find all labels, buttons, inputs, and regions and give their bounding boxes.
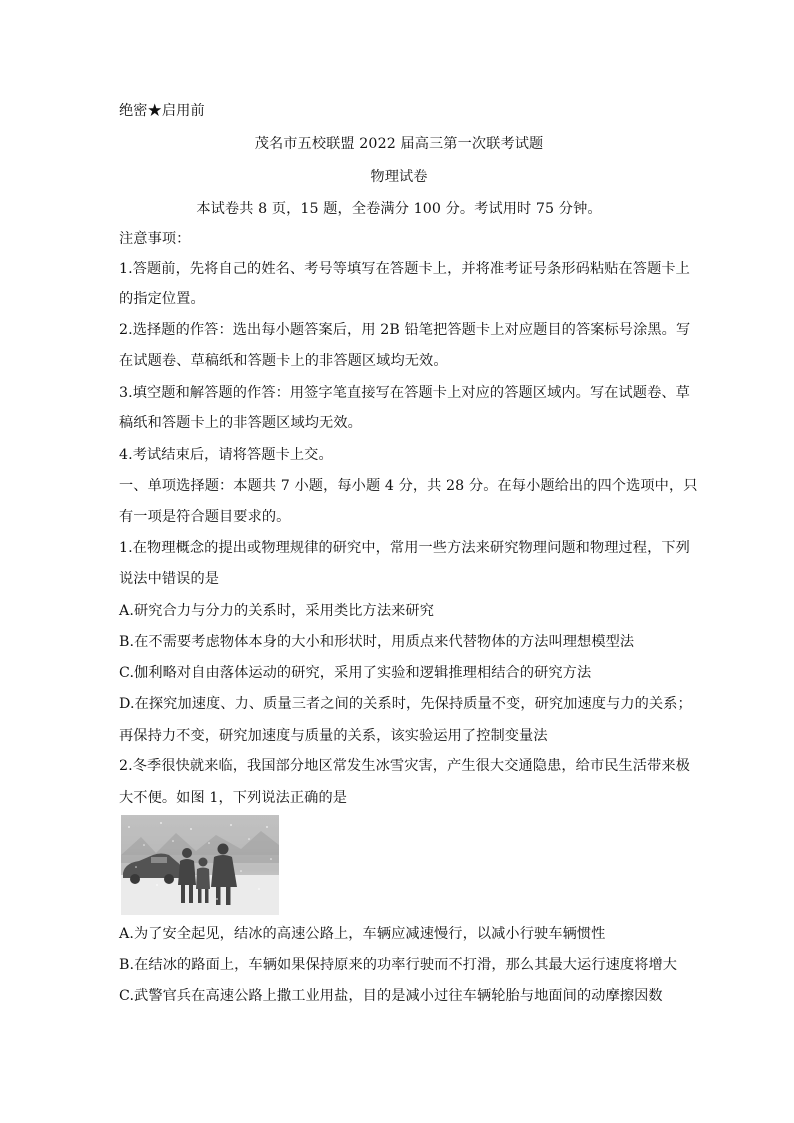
exam-info: 本试卷共 8 页，15 题，全卷满分 100 分。考试用时 75 分钟。: [196, 201, 602, 217]
note-line: 2.选择题的作答：选出每小题答案后，用 2B 铅笔把答题卡上对应题目的答案标号涂黑。写: [119, 322, 691, 338]
note-line: 在试题卷、草稿纸和答题卡上的非答题区域均无效。: [119, 353, 448, 369]
question-1-option-a: A.研究合力与分力的关系时，采用类比方法来研究: [119, 603, 434, 619]
question-2-option-b: B.在结冰的路面上，车辆如果保持原来的功率行驶而不打滑，那么其最大运行速度将增大: [119, 957, 678, 973]
question-1-stem-cont: 说法中错误的是: [119, 571, 220, 587]
note-line: 的指定位置。: [119, 291, 205, 307]
notes-heading: 注意事项：: [119, 231, 191, 247]
section-heading: 一、单项选择题：本题共 7 小题，每小题 4 分，共 28 分。在每小题给出的四个选项中，只: [119, 478, 698, 494]
note-line: 4.考试结束后，请将答题卡上交。: [119, 447, 333, 463]
note-line: 稿纸和答题卡上的非答题区域均无效。: [119, 415, 362, 431]
question-2-option-a: A.为了安全起见，结冰的高速公路上，车辆应减速慢行，以减小行驶车辆惯性: [119, 926, 606, 942]
note-line: 3.填空题和解答题的作答：用签字笔直接写在答题卡上对应的答题区域内。写在试题卷、草: [119, 385, 690, 401]
secret-mark: 绝密★启用前: [119, 103, 205, 119]
question-1-option-c: C.伽利略对自由落体运动的研究，采用了实验和逻辑推理相结合的研究方法: [119, 665, 592, 681]
section-heading-cont: 有一项是符合题目要求的。: [119, 509, 291, 525]
question-1-option-d-cont: 再保持力不变，研究加速度与质量的关系，该实验运用了控制变量法: [119, 728, 548, 744]
question-1-option-d: D.在探究加速度、力、质量三者之间的关系时，先保持质量不变，研究加速度与力的关系；: [119, 696, 692, 712]
note-line: 1.答题前，先将自己的姓名、考号等填写在答题卡上，并将准考证号条形码粘贴在答题卡上: [119, 261, 690, 277]
question-2-stem: 2.冬季很快就来临，我国部分地区常发生冰雪灾害，产生很大交通隐患，给市民生活带来极: [119, 758, 690, 774]
exam-title: 茂名市五校联盟 2022 届高三第一次联考试题: [254, 136, 544, 152]
subject-title: 物理试卷: [370, 169, 428, 185]
question-2-option-c: C.武警官兵在高速公路上撒工业用盐，目的是减小过往车辆轮胎与地面间的动摩擦因数: [119, 988, 663, 1004]
question-1-stem: 1.在物理概念的提出或物理规律的研究中，常用一些方法来研究物理问题和物理过程，下列: [119, 540, 690, 556]
snow-street-photo: [121, 815, 279, 915]
question-1-option-b: B.在不需要考虑物体本身的大小和形状时，用质点来代替物体的方法叫理想模型法: [119, 634, 635, 650]
question-2-stem-cont: 大不便。如图 1，下列说法正确的是: [119, 790, 348, 806]
